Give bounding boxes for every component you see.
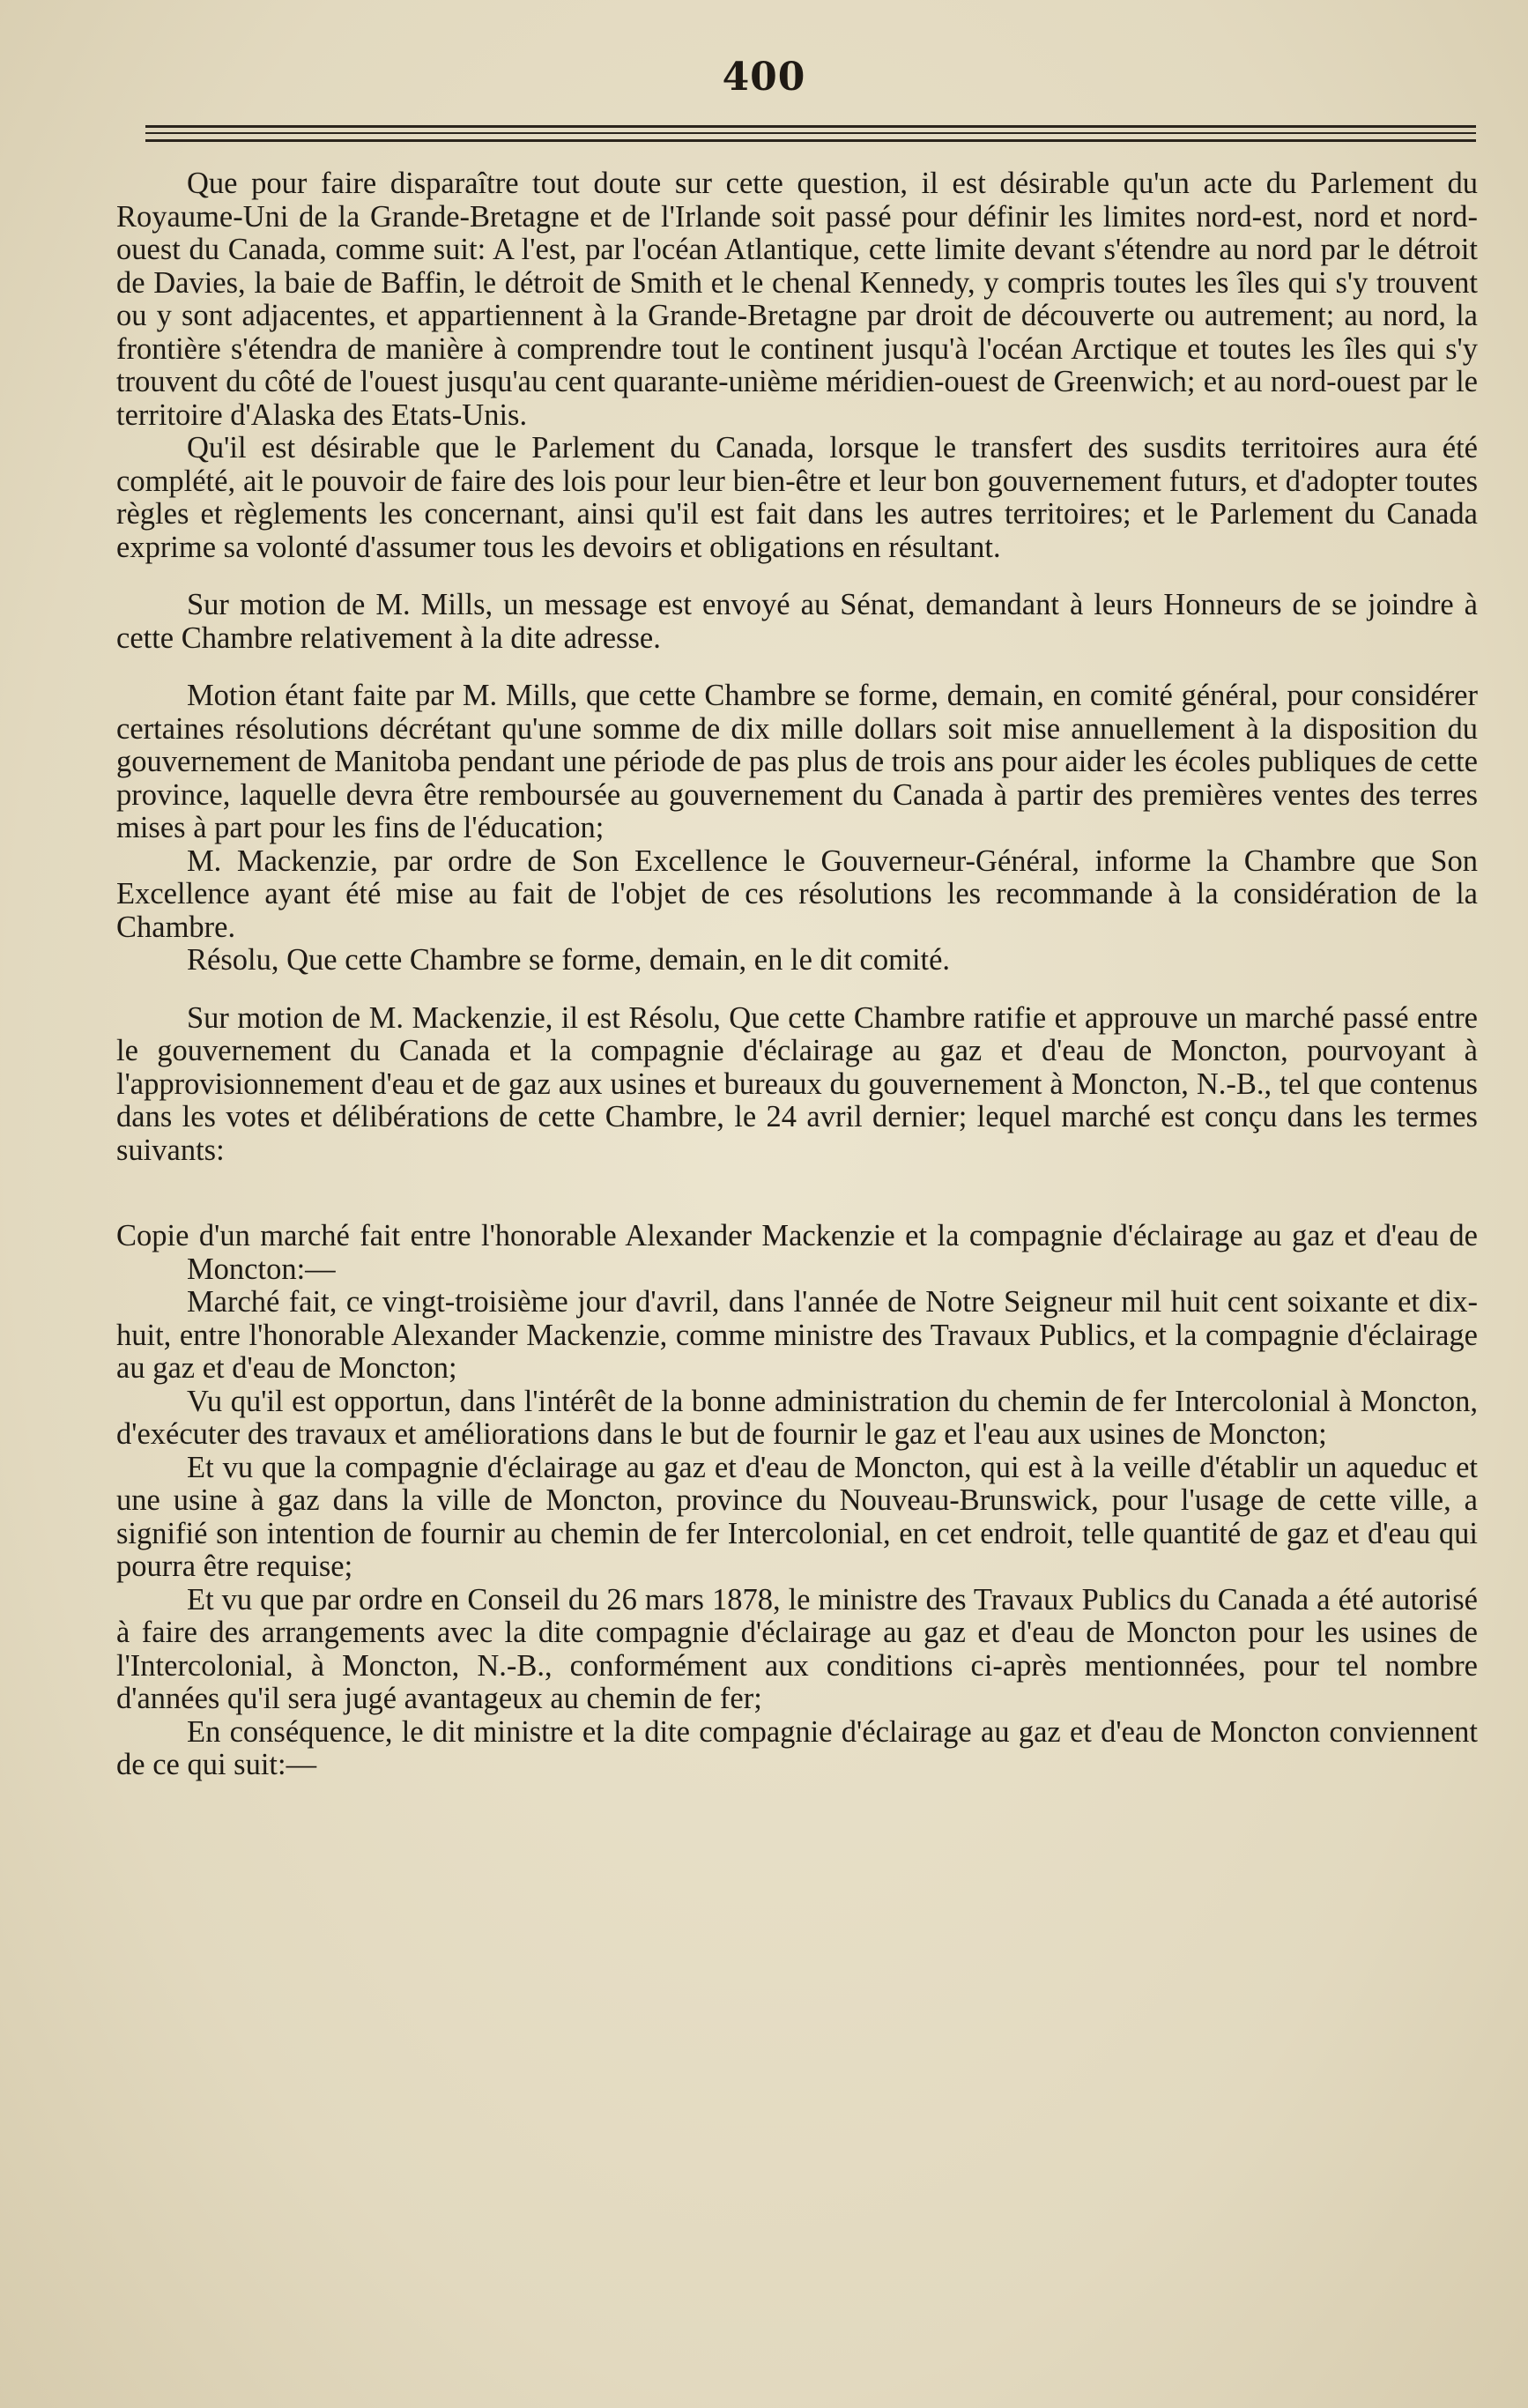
paragraph-manitoba-schools-motion: Motion étant faite par M. Mills, que cette Chambre se forme, demain, en comité général, pour considérer certaines résolutions décrétant qu'une somme de dix mille dollars soit mise annuellement à la disposition du gouvernement de Manitoba pendant une période de pas plus de trois ans pour aider les écoles publiques de cette province, laquelle devra être remboursée au gouvernement du Canada à partir des premières ventes des terres mises à part pour les fins de l'éducation; [116, 679, 1478, 844]
page-number: 400 [722, 55, 806, 100]
paragraph-governor-recommendation: M. Mackenzie, par ordre de Son Excellence le Gouverneur-Général, informe la Chambre que Son Excellence ayant été mise au fait de l'objet de ces résolutions les recommande à la considération de la Chambre. [116, 844, 1478, 944]
header-rule [145, 125, 1476, 128]
paragraph-moncton-contract-motion: Sur motion de M. Mackenzie, il est Résolu, Que cette Chambre ratifie et approuve un marché passé entre le gouvernement du Canada et la compagnie d'éclairage au gaz et d'eau de Moncton, pourvoyant à l'approvisionnement d'eau et de gaz aux usines et bureaux du gouvernement à Moncton, N.-B., tel que contenus dans les votes et délibérations de cette Chambre, le 24 avril dernier; lequel marché est conçu dans les termes suivants: [116, 1000, 1478, 1167]
header-rule [145, 139, 1476, 142]
paragraph-contract-made: Marché fait, ce vingt-troisième jour d'avril, dans l'année de Notre Seigneur mil huit cent soixante et dix-huit, entre l'honorable Alexander Mackenzie, comme ministre des Travaux Publics, et la compagnie d'éclairage au gaz et d'eau de Moncton; [116, 1285, 1478, 1385]
copie-heading: Copie d'un marché fait entre l'honorable Alexander Mackenzie et la compagnie d'éclairage au gaz et d'eau de Moncton:— [116, 1219, 1478, 1286]
paragraph-vu-quil: Vu qu'il est opportun, dans l'intérêt de la bonne administration du chemin de fer Intercolonial à Moncton, d'exécuter des travaux et améliorations dans le but de fournir le gaz et l'eau aux usines de Moncton; [116, 1384, 1478, 1451]
paragraph-et-vu-que-compagnie: Et vu que la compagnie d'éclairage au gaz et d'eau de Moncton, qui est à la veille d'établir un aqueduc et une usine à gaz dans la ville de Moncton, province du Nouveau-Brunswick, pour l'usage de cette ville, a signifié son intention de fournir au chemin de fer Intercolonial, en cet endroit, telle quantité de gaz et d'eau qui pourra être requise; [116, 1450, 1478, 1583]
paragraph-legislative-power: Qu'il est désirable que le Parlement du Canada, lorsque le transfert des susdits territoires aura été complété, ait le pouvoir de faire des lois pour leur bien-être et leur bon gouvernement futurs, et d'adopter toutes règles et règlements les concernant, ainsi qu'il est fait dans les autres territoires; et le Parlement du Canada exprime sa volonté d'assumer tous les devoirs et obligations en résultant. [116, 431, 1478, 564]
paragraph-en-consequence: En conséquence, le dit ministre et la dite compagnie d'éclairage au gaz et d'eau de Moncton conviennent de ce qui suit:— [116, 1714, 1478, 1781]
paragraph-resolu: Résolu, Que cette Chambre se forme, demain, en le dit comité. [187, 943, 951, 977]
body-text [116, 167, 1478, 1782]
header-rule [145, 132, 1476, 134]
paragraph-order-in-council: Et vu que par ordre en Conseil du 26 mars 1878, le ministre des Travaux Publics du Canada a été autorisé à faire des arrangements avec la dite compagnie d'éclairage au gaz et d'eau de Moncton pour les usines de l'Intercolonial, à Moncton, N.-B., conformément aux conditions ci-après mentionnées, pour tel nombre d'années qu'il sera jugé avantageux au chemin de fer; [116, 1582, 1478, 1715]
paragraph-boundaries: Que pour faire disparaître tout doute sur cette question, il est désirable qu'un acte du Parlement du Royaume-Uni de la Grande-Bretagne et de l'Irlande soit passé pour définir les limites nord-est, nord et nord-ouest du Canada, comme suit: A l'est, par l'océan Atlantique, cette limite devant s'étendre au nord par le détroit de Davies, la baie de Baffin, le détroit de Smith et le chenal Kennedy, y compris toutes les îles qui s'y trouvent ou y sont adjacentes, et appartiennent à la Grande-Bretagne par droit de découverte ou autrement; au nord, la frontière s'étendra de manière à comprendre tout le continent jusqu'à l'océan Arctique et toutes les îles qui s'y trouvent du côté de l'ouest jusqu'au cent quarante-unième méridien-ouest de Greenwich; et au nord-ouest par le territoire d'Alaska des Etats-Unis. [116, 167, 1478, 432]
paragraph-senate-message: Sur motion de M. Mills, un message est envoyé au Sénat, demandant à leurs Honneurs de se joindre à cette Chambre relativement à la dite adresse. [116, 588, 1478, 655]
